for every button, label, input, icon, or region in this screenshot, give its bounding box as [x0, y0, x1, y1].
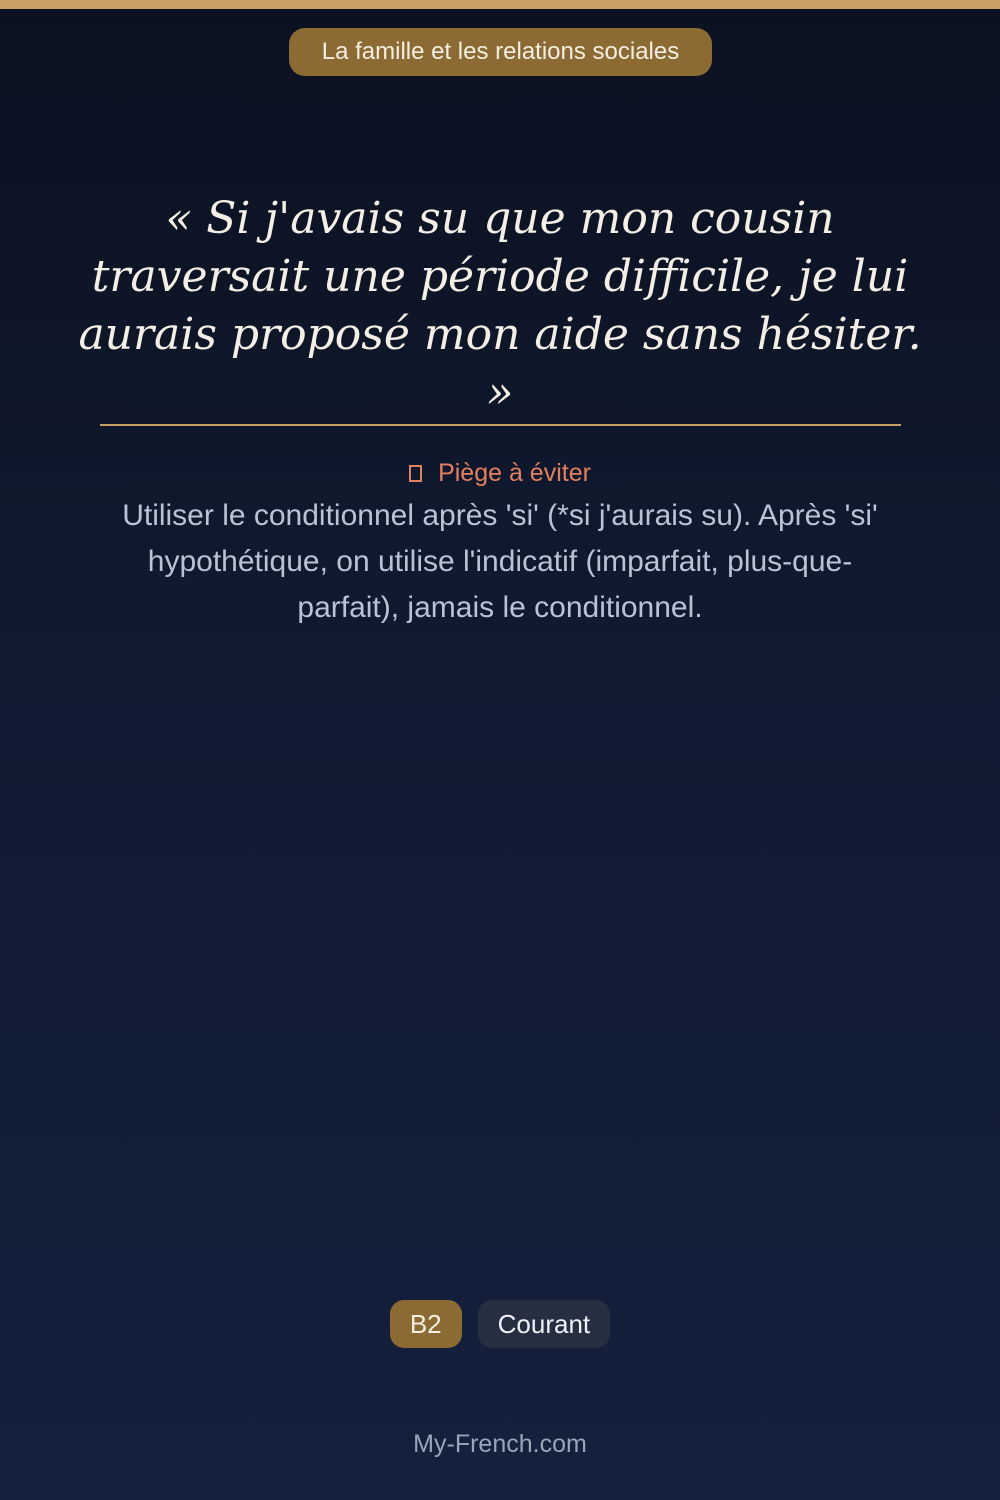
- topic-badge: La famille et les relations sociales: [289, 28, 712, 76]
- level-badge: B2: [390, 1300, 462, 1348]
- example-sentence: « Si j'avais su que mon cousin traversait une période difficile, je lui aurais proposé mon aide sans hésiter. »: [78, 193, 922, 418]
- site-footer: My-French.com: [413, 1430, 587, 1458]
- pitfall-explanation: Utiliser le conditionnel après 'si' (*si j'aurais su). Après 'si' hypothétique, on utilise l'indicatif (imparfait, plus-que-parfait), jamais le conditionnel.: [122, 499, 878, 624]
- tag-list: [0, 1300, 1000, 1348]
- pitfall-heading: [0, 456, 1000, 490]
- register-badge: Courant: [478, 1300, 611, 1348]
- warning-icon: [409, 465, 422, 482]
- pitfall-heading-label: Piège à éviter: [438, 459, 591, 487]
- divider: [100, 424, 901, 426]
- top-accent-bar: [0, 0, 1000, 9]
